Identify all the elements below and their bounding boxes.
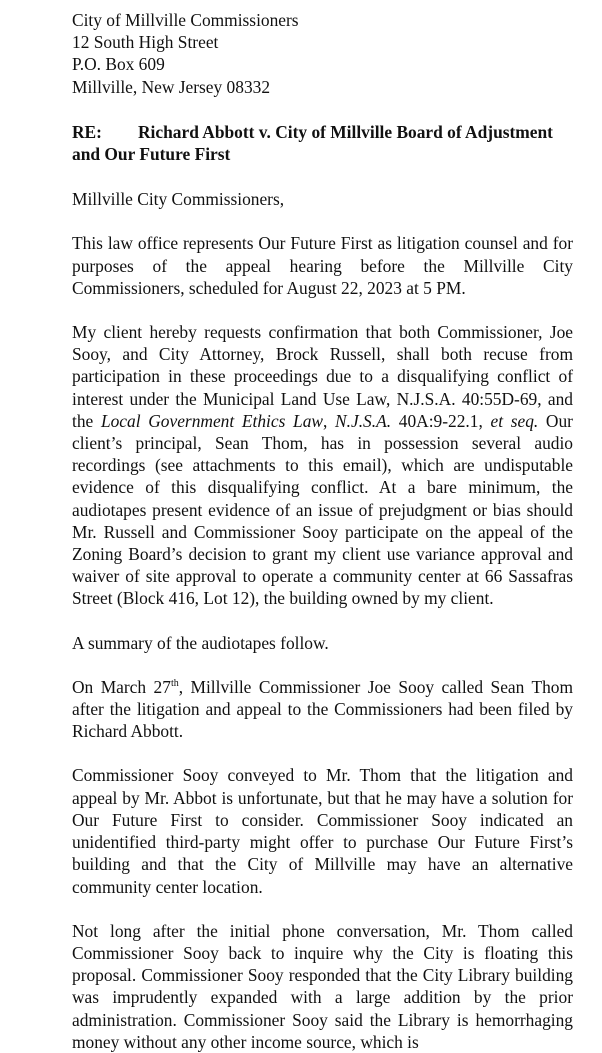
ordinal-suffix: th [170,677,179,689]
address-line-1: City of Millville Commissioners [72,10,299,30]
march-call-after: , Millville Commissioner Joe Sooy called Sean Thom after the litigation and appeal to the Commissioners had been filed by Richard Abbott. [72,676,573,742]
salutation: Millville City Commissioners, [72,189,285,210]
recipient-address [72,9,573,98]
statute-abbrev: N.J.S.A. [335,410,392,431]
paragraph-representation: This law office represents Our Future First as litigation counsel and for purposes of the appeal hearing before the Millville City Commissioners, scheduled for August 22, 2023 at 5 PM. [72,233,573,298]
recusal-text-1: My client hereby requests confirmation that both Commissioner, Joe Sooy, and City Attorney, Brock Russell, shall both recuse from participation in these proceedings due to a disqualifying conflict of interest under the Municipal Land Use Law, N.J.S.A. 40:55D-69, and the [72,322,573,431]
march-call-before: On March 27 [72,676,171,697]
re-label: RE: [72,121,102,142]
recusal-text-2: 40A:9-22.1, [391,410,491,431]
address-line-4: Millville, New Jersey 08332 [72,76,271,97]
paragraph-sooy-conveyed: Commissioner Sooy conveyed to Mr. Thom that the litigation and appeal by Mr. Abbot is unfortunate, but that he may have a solution for Our Future First to consider. Commissioner Sooy indicated an unidentified third-party might offer to purchase Our Future First’s building and that the City of Millville may have an alternative community center location. [72,765,573,897]
paragraph-recusal-request [72,321,573,610]
et-seq: et seq. [490,410,539,431]
address-line-3: P.O. Box 609 [72,54,165,75]
address-line-2: 12 South High Street [72,32,219,53]
re-subject-line [72,121,573,165]
ethics-law-name: Local Government Ethics Law [100,410,323,431]
paragraph-summary-intro: A summary of the audiotapes follow. [72,632,329,653]
re-subject-text: Richard Abbott v. City of Millville Board of Adjustment and Our Future First [72,121,553,165]
recusal-separator: , [323,410,336,431]
paragraph-follow-up-call: Not long after the initial phone conversation, Mr. Thom called Commissioner Sooy back to inquire why the City is floating this proposal. Commissioner Sooy responded that the City Library building was imprudently expanded with a large addition by the prior administration. Commissioner Sooy said the Library is hemorrhaging money without any other income source, which is [72,920,573,1052]
recusal-text-3: Our client’s principal, Sean Thom, has in possession several audio recordings (see attachments to this email), which are undisputable evidence of this disqualifying conflict. At a bare minimum, the audiotapes present evidence of an issue of prejudgment or bias should Mr. Russell and Commissioner Sooy participate on the appeal of the Zoning Board’s decision to grant my client use variance approval and waiver of site approval to operate a community center at 66 Sassafras Street (Block 416, Lot 12), the building owned by my client. [72,410,573,609]
paragraph-march-call [72,676,573,743]
